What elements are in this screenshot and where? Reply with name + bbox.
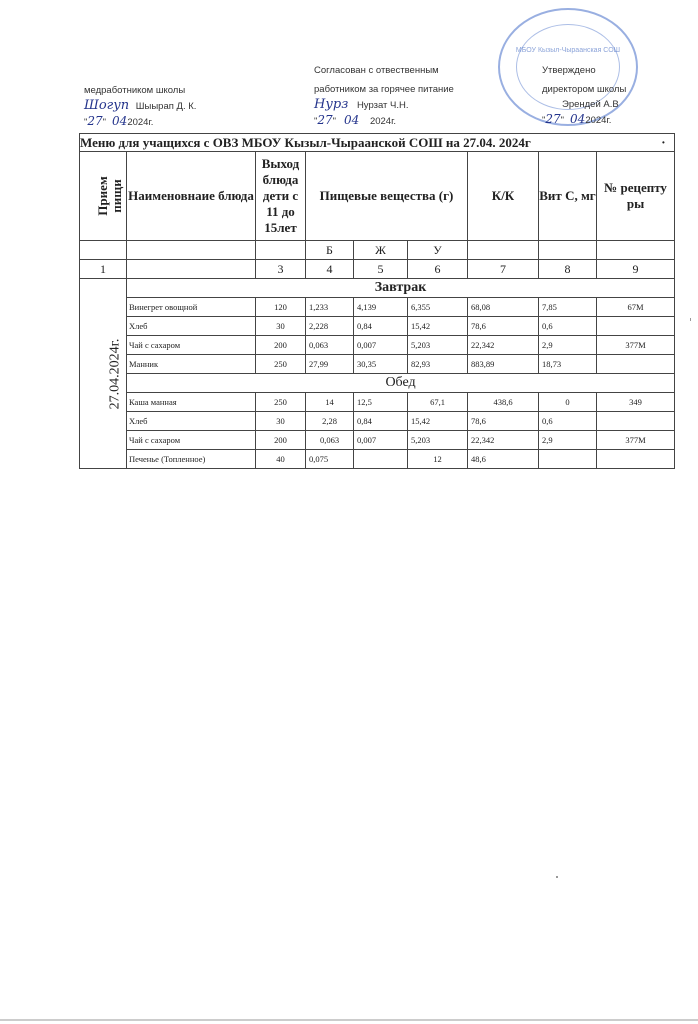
director-date-year: 2024г. (585, 115, 612, 126)
col-name: Наименовнаие блюда (127, 152, 256, 241)
col-output: Выход блюда дети с 11 до 15лет (256, 152, 306, 241)
header-right-line1: Утверждено (542, 65, 596, 76)
dish-carb: 82,93 (408, 355, 468, 374)
dish-carb: 15,42 (408, 317, 468, 336)
coordinator-date-year: 2024г. (369, 116, 397, 127)
dish-output: 250 (256, 393, 306, 412)
scan-mark (556, 876, 558, 878)
dish-fat: 4,139 (354, 298, 408, 317)
table-row (80, 393, 675, 412)
dish-vitc: 7,85 (539, 298, 597, 317)
coordinator-date-month: 04 (344, 113, 360, 127)
dish-output: 200 (256, 431, 306, 450)
director-name: Эрендей А.В (562, 99, 619, 110)
col-number: 5 (354, 260, 408, 279)
dish-vitc: 18,73 (539, 355, 597, 374)
dish-carb: 6,355 (408, 298, 468, 317)
dish-kcal: 78,6 (468, 412, 539, 431)
dish-fat: 0,007 (354, 431, 408, 450)
dish-recipe (597, 355, 675, 374)
table-row (80, 355, 675, 374)
dish-name: Каша манная (127, 393, 256, 412)
scan-bottom-edge (0, 1019, 698, 1021)
dish-protein: 27,99 (306, 355, 354, 374)
menu-date: 27.04.2024г. (107, 338, 123, 409)
dish-kcal: 22,342 (468, 431, 539, 450)
table-row (80, 431, 675, 450)
col-recipe: № рецепту ры (597, 152, 675, 241)
dish-protein: 1,233 (306, 298, 354, 317)
coordinator-signature: Нурз (314, 97, 349, 112)
dish-fat: 0,84 (354, 317, 408, 336)
table-row (80, 412, 675, 431)
coordinator-date-day: 27 (317, 113, 333, 127)
dish-carb: 5,203 (408, 336, 468, 355)
sub-empty (468, 241, 539, 260)
dish-kcal: 68,08 (468, 298, 539, 317)
header-center-line2: работником за горячее питание (314, 84, 454, 95)
header-center-line1: Согласован с отвественным (314, 65, 439, 76)
dish-output: 250 (256, 355, 306, 374)
dish-output: 120 (256, 298, 306, 317)
dish-recipe (597, 450, 675, 469)
medic-name: Шыырап Д. К. (135, 101, 197, 112)
col-number: 4 (306, 260, 354, 279)
col-number: 6 (408, 260, 468, 279)
sub-empty (127, 241, 256, 260)
dish-kcal: 78,6 (468, 317, 539, 336)
dish-fat: 0,007 (354, 336, 408, 355)
dish-output: 40 (256, 450, 306, 469)
sub-empty (539, 241, 597, 260)
dish-vitc: 0 (539, 393, 597, 412)
medic-date-year: 2024г. (127, 117, 154, 128)
header-right: Утверждено директором школы Эрендей А.В "27" 042024г. (542, 65, 627, 126)
col-number: 1 (80, 260, 127, 279)
col-number: 7 (468, 260, 539, 279)
dish-protein: 14 (306, 393, 354, 412)
header-center: Согласован с отвественным работником за горячее питание Нурз Нурзат Ч.Н. "27" 04 2024г. (314, 65, 454, 127)
sub-empty (597, 241, 675, 260)
date-cell (80, 279, 127, 469)
coordinator-name: Нурзат Ч.Н. (356, 100, 409, 111)
dish-carb: 5,203 (408, 431, 468, 450)
medic-date-month: 04 (112, 114, 128, 128)
dish-carb: 67,1 (408, 393, 468, 412)
dish-fat: 0,84 (354, 412, 408, 431)
menu-title: Меню для учащихся с ОВЗ МБОУ Кызыл-Чыраанской СОШ на 27.04. 2024г (80, 134, 675, 152)
dish-fat (354, 450, 408, 469)
dish-protein: 0,063 (306, 336, 354, 355)
dish-kcal: 48,6 (468, 450, 539, 469)
col-number: 8 (539, 260, 597, 279)
director-date-month: 04 (570, 112, 586, 126)
dish-vitc: 2,9 (539, 336, 597, 355)
dish-protein: 2,28 (306, 412, 354, 431)
medic-date-day: 27 (87, 114, 103, 128)
dish-vitc (539, 450, 597, 469)
dish-recipe: 67М (597, 298, 675, 317)
table-row (80, 336, 675, 355)
dish-vitc: 0,6 (539, 317, 597, 336)
dish-name: Печенье (Топленное) (127, 450, 256, 469)
section-breakfast: Завтрак (127, 279, 675, 298)
dish-kcal: 438,6 (468, 393, 539, 412)
dish-vitc: 0,6 (539, 412, 597, 431)
section-lunch: Обед (127, 374, 675, 393)
col-nutrients: Пищевые вещества (г) (306, 152, 468, 241)
dish-recipe: 377М (597, 431, 675, 450)
dish-recipe (597, 317, 675, 336)
menu-table (79, 133, 675, 469)
col-number: 3 (256, 260, 306, 279)
col-number: 9 (597, 260, 675, 279)
director-date-day: 27 (545, 112, 561, 126)
corner-dot: • (662, 138, 665, 147)
dish-output: 30 (256, 412, 306, 431)
dish-name: Винегрет овощной (127, 298, 256, 317)
col-vitc: Вит С, мг (539, 152, 597, 241)
table-row (80, 450, 675, 469)
dish-protein: 2,228 (306, 317, 354, 336)
dish-carb: 12 (408, 450, 468, 469)
dish-protein: 0,063 (306, 431, 354, 450)
dish-name: Хлеб (127, 412, 256, 431)
sub-fat: Ж (354, 241, 408, 260)
col-kcal: К/К (468, 152, 539, 241)
dish-vitc: 2,9 (539, 431, 597, 450)
sub-empty (256, 241, 306, 260)
dish-fat: 12,5 (354, 393, 408, 412)
dish-name: Чай с сахаром (127, 336, 256, 355)
dish-recipe: 349 (597, 393, 675, 412)
table-row (80, 298, 675, 317)
header-right-line2: директором школы (542, 84, 627, 95)
table-row (80, 317, 675, 336)
dish-output: 30 (256, 317, 306, 336)
scan-mark (690, 318, 691, 321)
col-meal-label: Прием пищи (95, 175, 124, 216)
header-left-line1: медработником школы (84, 85, 186, 96)
dish-name: Чай с сахаром (127, 431, 256, 450)
stamp-text: МБОУ Кызыл-Чыраанская СОШ (515, 47, 621, 54)
sub-carb: У (408, 241, 468, 260)
dish-recipe: 377М (597, 336, 675, 355)
dish-name: Хлеб (127, 317, 256, 336)
dish-kcal: 883,89 (468, 355, 539, 374)
dish-kcal: 22,342 (468, 336, 539, 355)
col-meal (80, 152, 127, 241)
sub-protein: Б (306, 241, 354, 260)
dish-output: 200 (256, 336, 306, 355)
dish-recipe (597, 412, 675, 431)
col-number (127, 260, 256, 279)
sub-empty (80, 241, 127, 260)
header-left: медработником школы Шогуп Шыырап Д. К. "27" 042024г. (84, 85, 197, 128)
medic-signature: Шогуп (84, 98, 130, 113)
dish-name: Манник (127, 355, 256, 374)
dish-fat: 30,35 (354, 355, 408, 374)
dish-protein: 0,075 (306, 450, 354, 469)
dish-carb: 15,42 (408, 412, 468, 431)
